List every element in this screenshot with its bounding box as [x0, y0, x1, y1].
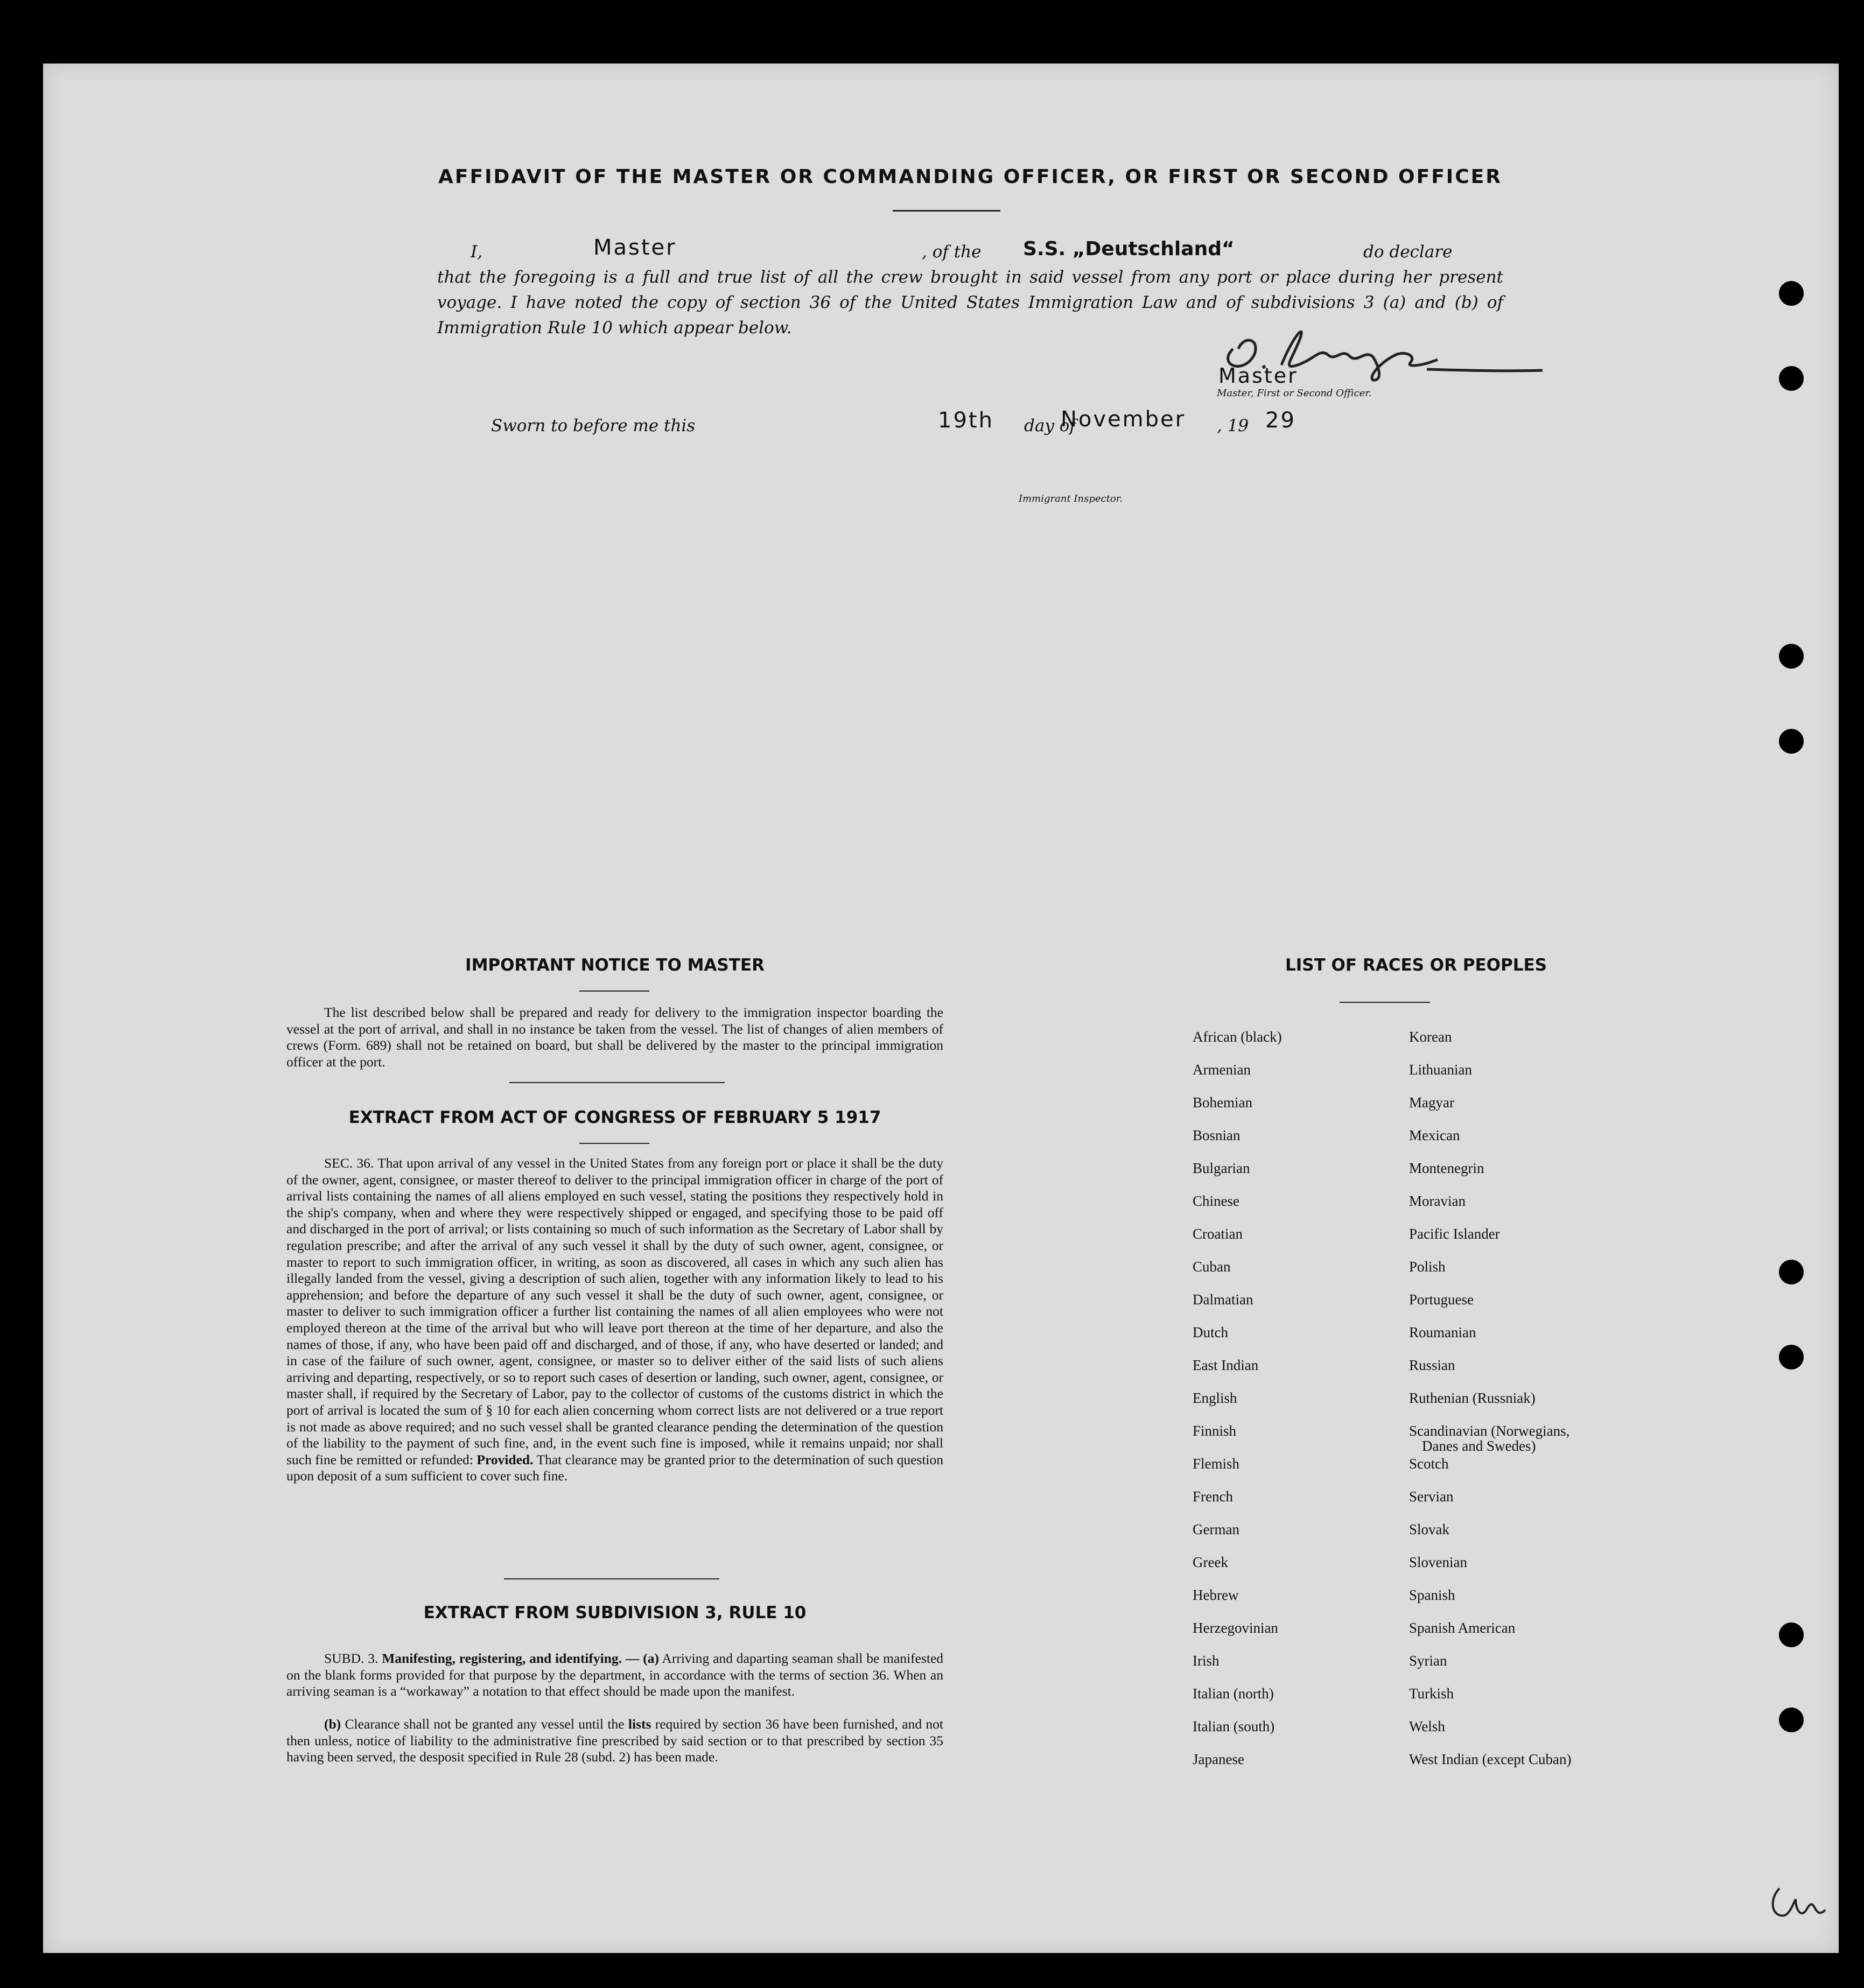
race-item: Bohemian: [1193, 1094, 1252, 1111]
race-item: Russian: [1409, 1357, 1455, 1373]
race-item: Magyar: [1409, 1094, 1454, 1111]
rule10-b-lists: lists: [628, 1716, 651, 1732]
act-heading: EXTRACT FROM ACT OF CONGRESS OF FEBRUARY 5 1917: [348, 1108, 881, 1127]
declaration-line-3: voyage. I have noted the copy of section 36 of the United States Immigration Law and of subdivisions 3 (a) and (b) of: [437, 293, 1503, 312]
race-item: Pacific Islander: [1409, 1226, 1500, 1242]
race-item: Bulgarian: [1193, 1160, 1250, 1176]
notice-heading: IMPORTANT NOTICE TO MASTER: [465, 956, 765, 975]
rule10-a-lead: SUBD. 3.: [324, 1650, 379, 1666]
race-item: English: [1193, 1390, 1237, 1406]
rule10-b-text-2: required by section 36 have been furnished, and not then unless, notice of liability to the administrative fine prescribed by said section or to that prescribed by section 35 having been served, the desposit specified in Rule 28 (subd. 2) has been made.: [286, 1716, 944, 1765]
act-separator: [504, 1578, 719, 1579]
day-of-label: day of: [1024, 416, 1076, 435]
race-item: Dalmatian: [1193, 1291, 1253, 1308]
rule10-subsection-b: [286, 1716, 943, 1766]
year-prefix: , 19: [1217, 416, 1249, 435]
race-item: Greek: [1193, 1554, 1228, 1570]
race-item: Lithuanian: [1409, 1062, 1472, 1078]
i-label: I,: [471, 242, 483, 262]
race-item: East Indian: [1193, 1357, 1259, 1373]
race-item: Moravian: [1409, 1193, 1466, 1209]
declaration-line-4: Immigration Rule 10 which appear below.: [437, 318, 792, 338]
declaration-line-2: that the foregoing is a full and true list of all the crew brought in said vessel from any port or place during her present: [437, 268, 1503, 287]
notice-separator: [509, 1082, 725, 1083]
race-item: Servian: [1409, 1488, 1454, 1505]
race-item: German: [1193, 1521, 1239, 1537]
rule10-a-text: Arriving and daparting seaman shall be manifested on the blank forms provided for that purpose by the department, in accordance with the terms of section 36. When an arriving seaman is a “workaway” a notation to that effect should be made upon the manifest.: [286, 1650, 944, 1699]
race-item: Cuban: [1193, 1259, 1231, 1275]
race-item: Ruthenian (Russniak): [1409, 1390, 1536, 1406]
race-item: Bosnian: [1193, 1127, 1241, 1143]
punch-hole: [1779, 1345, 1804, 1369]
document-page: [43, 64, 1839, 1953]
race-item: Spanish: [1409, 1587, 1455, 1603]
sworn-label: Sworn to before me this: [491, 416, 696, 435]
affidavit-title: AFFIDAVIT OF THE MASTER OR COMMANDING OFFICER, OR FIRST OR SECOND OFFICER: [438, 166, 1502, 188]
sworn-month: November: [1061, 407, 1186, 432]
sworn-year: 29: [1265, 408, 1296, 433]
signature-rank: Master: [1218, 364, 1298, 388]
title-rule: [893, 210, 1000, 212]
races-heading: LIST OF RACES OR PEOPLES: [1285, 956, 1547, 975]
punch-hole: [1779, 644, 1804, 669]
race-item: Korean: [1409, 1029, 1452, 1045]
race-item: Portuguese: [1409, 1291, 1474, 1308]
race-item: Spanish American: [1409, 1620, 1516, 1636]
punch-hole: [1779, 281, 1804, 306]
race-item: Polish: [1409, 1259, 1446, 1275]
race-item: Italian (north): [1193, 1685, 1274, 1702]
race-item: Irish: [1193, 1653, 1220, 1669]
race-item: Turkish: [1409, 1685, 1454, 1702]
race-item: Chinese: [1193, 1193, 1239, 1209]
notice-rule: [579, 991, 649, 992]
race-item: Herzegovinian: [1193, 1620, 1278, 1636]
officer-rank-field: Master: [593, 235, 677, 260]
race-item: Finnish: [1193, 1423, 1237, 1439]
sworn-day: 19th: [938, 408, 994, 433]
race-item: Syrian: [1409, 1653, 1447, 1669]
notice-text: The list described below shall be prepared and ready for delivery to the immigration inspector boarding the vessel at the port of arrival, and shall in no instance be taken from the vessel. The list of changes of alien members of crews (Form. 689) shall not be retained on board, but shall be delivered by the master to the principal immigration officer at the port.: [286, 1004, 943, 1070]
race-item: Armenian: [1193, 1062, 1251, 1078]
declaration-line-1: [437, 235, 1503, 265]
rule10-heading: EXTRACT FROM SUBDIVISION 3, RULE 10: [423, 1603, 807, 1622]
vessel-name-stamp: S.S. „Deutschland“: [1023, 238, 1235, 260]
races-rule: [1340, 1002, 1430, 1003]
of-the-label: , of the: [922, 242, 982, 262]
race-item: French: [1193, 1488, 1233, 1505]
race-item: Dutch: [1193, 1324, 1228, 1340]
punch-hole: [1779, 1260, 1804, 1284]
act-provided: Provided.: [476, 1451, 534, 1467]
punch-hole: [1779, 1622, 1804, 1647]
do-declare-label: do declare: [1363, 242, 1453, 262]
inspector-caption: Immigrant Inspector.: [1019, 493, 1123, 504]
race-item: Welsh: [1409, 1718, 1445, 1734]
rule10-b-bold: (b): [324, 1716, 341, 1732]
race-item: Flemish: [1193, 1456, 1240, 1472]
race-item: Roumanian: [1409, 1324, 1476, 1340]
punch-hole: [1779, 366, 1804, 391]
race-item: Slovak: [1409, 1521, 1450, 1537]
rule10-b-text-1: Clearance shall not be granted any vessel until the: [345, 1716, 625, 1732]
punch-hole: [1779, 1708, 1804, 1732]
signature-caption: Master, First or Second Officer.: [1217, 388, 1372, 399]
race-item: African (black): [1193, 1029, 1282, 1045]
act-rule: [579, 1143, 649, 1144]
act-text-2: That clearance may be granted prior to the determination of such question upon deposit of a sum sufficient to cover such fine.: [286, 1451, 944, 1484]
race-item: Croatian: [1193, 1226, 1243, 1242]
race-item: Danes and Swedes): [1422, 1438, 1536, 1454]
punch-hole: [1779, 729, 1804, 754]
corner-pen-mark: [1766, 1878, 1831, 1926]
race-item: Slovenian: [1409, 1554, 1467, 1570]
act-text-1: SEC. 36. That upon arrival of any vessel in the United States from any foreign port or place it shall be the duty of the owner, agent, consignee, or master thereof to deliver to the principal immigration officer in charge of the port of arrival lists containing the names of all aliens employed en such vessel, stating the positions they respectively hold in the ship's company, when and where they were respectively shipped or engaged, and specifying those to be paid off and discharged in the port of arrival; or lists containing so much of such information as the Secretary of Labor shall by regulation prescribe; and after the arrival of any such vessel it shall by the duty of such owner, agent, consignee, or master to report to such immigration officer, in writing, as soon as discovered, all cases in which any such alien has illegally landed from the vessel, giving a description of such alien, together with any information likely to lead to his apprehension; and before the departure of any such vessel it shall be the duty of such owner, agent, consignee, or master to deliver to such immigration officer a further list containing the names of all alien employees who were not employed thereon at the time of the arrival but who will leave port thereon at the time of her departure, and also the names of those, if any, who have been paid off and discharged, and of those, if any, who have deserted or landed; and in case of the failure of such owner, agent, consignee, or master so to deliver either of the said lists of such aliens arriving and departing, respectively, or so to report such cases of desertion or landing, such owner, agent, consignee, or master shall, if required by the Secretary of Labor, pay to the collector of customs of the customs district in which the port of arrival is located the sum of § 10 for each alien concerning whom correct lists are not delivered or a true report is not made as above required; and no such vessel shall be granted clearance pending the determination of the question of the liability to the payment of such fine, and, in the event such fine is imposed, while it remains unpaid; nor shall such fine be remitted or refunded:: [286, 1155, 943, 1467]
race-item: Scotch: [1409, 1456, 1449, 1472]
race-item: Japanese: [1193, 1751, 1244, 1767]
race-item: Hebrew: [1193, 1587, 1239, 1603]
race-item: Scandinavian (Norwegians,: [1409, 1423, 1570, 1439]
race-item: West Indian (except Cuban): [1409, 1751, 1572, 1767]
rule10-a-bold: Manifesting, registering, and identifying. — (a): [382, 1650, 659, 1666]
act-text: [286, 1155, 943, 1485]
rule10-subsection-a: [286, 1650, 943, 1700]
race-item: Montenegrin: [1409, 1160, 1484, 1176]
race-item: Mexican: [1409, 1127, 1460, 1143]
race-item: Italian (south): [1193, 1718, 1275, 1734]
